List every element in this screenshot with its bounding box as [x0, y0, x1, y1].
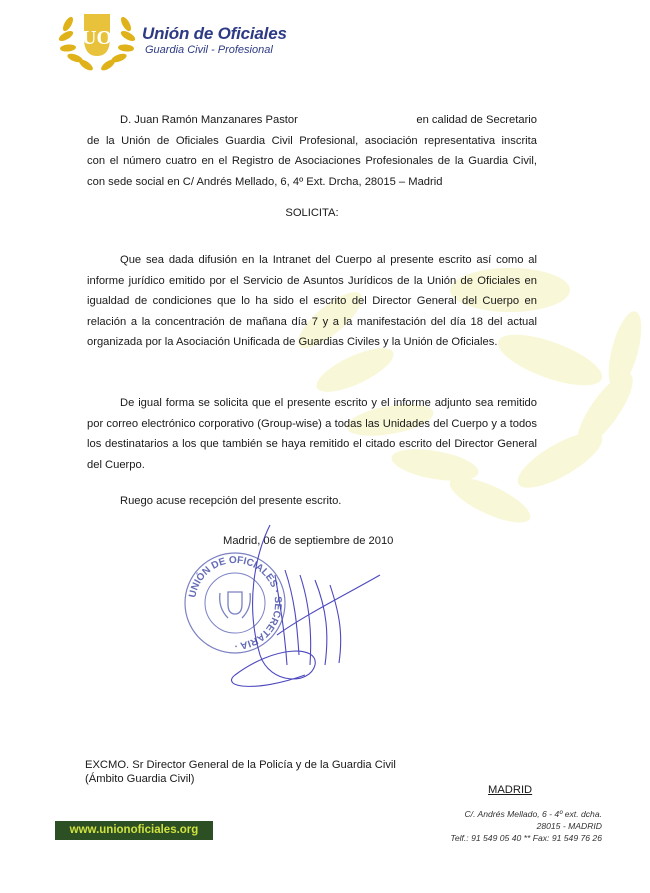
sender-name: D. Juan Ramón Manzanares Pastor [120, 114, 298, 126]
place-date: Madrid, 06 de septiembre de 2010 [223, 535, 394, 547]
addressee-city: MADRID [488, 784, 533, 796]
intro-line: con el número cuatro en el Registro de Asociaciones Profesionales de la Guardia Civil, [87, 155, 537, 168]
intro-line: con sede social en C/ Andrés Mellado, 6, 4º Ext. Drcha, 28015 – Madrid [87, 175, 443, 188]
intro-first-line [87, 110, 537, 131]
phone-fax-line: Telf.: 91 549 05 40 ** Fax: 91 549 76 26 [450, 833, 602, 843]
intro-role-text: en calidad de Secretario [416, 114, 537, 126]
stamp-ring-text: UNIÓN DE OFICIALES · SECRETARIA · [187, 554, 284, 652]
address-line: C/. Andrés Mellado, 6 - 4º ext. dcha. [464, 809, 602, 819]
handwritten-signature-icon [215, 515, 385, 700]
acknowledgement-paragraph: Ruego acuse recepción del presente escrito. [120, 495, 342, 507]
addressee-line: EXCMO. Sr Director General de la Policía y de la Guardia Civil [85, 759, 396, 771]
logo-letters: UO [82, 27, 112, 49]
request-paragraph: Que sea dada difusión en la Intranet del Cuerpo al presente escrito así como al informe jurídico emitido por el Servicio de Asuntos Jurídicos de la Unión de Oficiales en igualdad de condiciones que lo ha sido el escrito del Director General del Cuerpo en relación a la concentración de mañana día 7 y a la manifestación del día 18 del actual organizada por la Asociación Unificada de Guardias Civiles y la Unión de Oficiales. [87, 254, 537, 349]
contact-block [362, 808, 602, 844]
distribution-paragraph: De igual forma se solicita que el presente escrito y el informe adjunto sea remitido por correo electrónico corporativo (Group-wise) a todas las Unidades del Cuerpo y a todos los destinatarios a los que también se haya remitido el citado escrito del Director General del Cuerpo. [87, 397, 537, 471]
organization-subtitle: Guardia Civil - Profesional [145, 44, 273, 56]
addressee-block [85, 758, 396, 786]
organization-logo-icon [58, 10, 136, 72]
postal-line: 28015 - MADRID [536, 821, 602, 831]
intro-line: de la Unión de Oficiales Guardia Civil Profesional, asociación representativa inscrita [87, 134, 537, 147]
website-link[interactable]: www.unionoficiales.org [55, 821, 213, 840]
solicita-heading: SOLICITA: [285, 207, 339, 219]
intro-paragraph [87, 110, 537, 192]
organization-name: Unión de Oficiales [142, 24, 287, 43]
addressee-line: (Ámbito Guardia Civil) [85, 773, 195, 785]
